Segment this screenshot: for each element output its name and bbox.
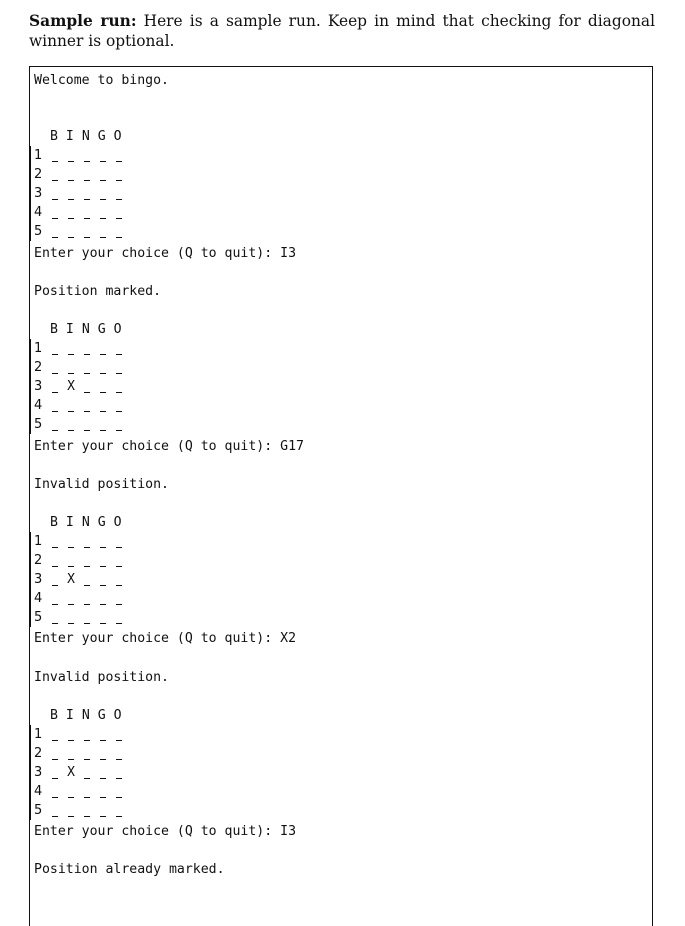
blank-cell bbox=[50, 782, 60, 801]
blank-cell bbox=[66, 222, 76, 241]
row-number: 3 bbox=[34, 186, 43, 201]
column-letter: I bbox=[65, 129, 74, 144]
blank-underscore bbox=[100, 778, 106, 780]
row-number: 4 bbox=[34, 398, 43, 413]
blank-underscore bbox=[52, 778, 58, 780]
board-edge bbox=[30, 801, 31, 820]
blank-cell bbox=[66, 725, 76, 744]
row-number: 3 bbox=[34, 379, 43, 394]
blank-cell bbox=[98, 744, 108, 763]
board-row bbox=[30, 339, 160, 358]
blank-cell bbox=[82, 551, 92, 570]
blank-cell bbox=[98, 358, 108, 377]
blank-cell bbox=[66, 782, 76, 801]
row-number: 5 bbox=[34, 417, 43, 432]
blank-cell bbox=[114, 222, 124, 241]
blank-cell bbox=[50, 570, 60, 589]
blank-cell bbox=[114, 801, 124, 820]
row-number: 2 bbox=[34, 553, 43, 568]
blank-cell bbox=[114, 782, 124, 801]
blank-cell bbox=[50, 377, 60, 396]
blank-underscore bbox=[116, 218, 122, 220]
blank-cell bbox=[66, 551, 76, 570]
blank-underscore bbox=[116, 180, 122, 182]
blank-cell bbox=[114, 165, 124, 184]
blank-underscore bbox=[100, 411, 106, 413]
row-number: 4 bbox=[34, 591, 43, 606]
blank-underscore bbox=[52, 411, 58, 413]
blank-underscore bbox=[116, 797, 122, 799]
blank-underscore bbox=[84, 218, 90, 220]
blank-cell bbox=[82, 608, 92, 627]
blank-cell bbox=[50, 589, 60, 608]
board-row bbox=[30, 222, 160, 241]
row-number: 5 bbox=[34, 224, 43, 239]
blank-cell bbox=[66, 203, 76, 222]
blank-underscore bbox=[52, 566, 58, 568]
console-line: Enter your choice (Q to quit): I3 bbox=[34, 246, 297, 261]
row-number: 2 bbox=[34, 746, 43, 761]
blank-underscore bbox=[84, 161, 90, 163]
blank-underscore bbox=[84, 547, 90, 549]
blank-underscore bbox=[116, 430, 122, 432]
blank-underscore bbox=[84, 623, 90, 625]
mark-symbol: X bbox=[67, 765, 75, 780]
blank-cell bbox=[66, 339, 76, 358]
board-edge bbox=[30, 763, 31, 782]
blank-cell bbox=[66, 532, 76, 551]
blank-underscore bbox=[84, 430, 90, 432]
blank-underscore bbox=[68, 411, 74, 413]
blank-cell bbox=[82, 589, 92, 608]
blank-cell bbox=[50, 146, 60, 165]
blank-cell bbox=[98, 589, 108, 608]
board-row bbox=[30, 608, 160, 627]
blank-underscore bbox=[100, 759, 106, 761]
blank-cell bbox=[114, 589, 124, 608]
board-row bbox=[30, 551, 160, 570]
blank-underscore bbox=[52, 623, 58, 625]
board-row bbox=[30, 801, 160, 820]
blank-underscore bbox=[68, 759, 74, 761]
console-line: Enter your choice (Q to quit): I3 bbox=[34, 824, 297, 839]
blank-cell bbox=[50, 203, 60, 222]
blank-underscore bbox=[100, 218, 106, 220]
row-number: 2 bbox=[34, 167, 43, 182]
blank-cell bbox=[50, 358, 60, 377]
blank-cell bbox=[50, 396, 60, 415]
blank-cell bbox=[98, 532, 108, 551]
blank-underscore bbox=[84, 237, 90, 239]
column-letter: B bbox=[50, 322, 58, 337]
blank-underscore bbox=[100, 237, 106, 239]
board-edge bbox=[30, 396, 31, 415]
board-edge bbox=[30, 415, 31, 434]
blank-cell bbox=[114, 532, 124, 551]
blank-cell bbox=[98, 339, 108, 358]
blank-underscore bbox=[84, 180, 90, 182]
blank-cell bbox=[98, 801, 108, 820]
board-row bbox=[30, 782, 160, 801]
blank-cell bbox=[50, 801, 60, 820]
blank-cell bbox=[50, 725, 60, 744]
console-line: Invalid position. bbox=[34, 477, 169, 492]
blank-cell bbox=[82, 725, 92, 744]
blank-underscore bbox=[116, 623, 122, 625]
blank-underscore bbox=[68, 816, 74, 818]
blank-underscore bbox=[100, 547, 106, 549]
blank-underscore bbox=[68, 237, 74, 239]
blank-cell bbox=[98, 415, 108, 434]
board-edge bbox=[30, 725, 31, 744]
blank-cell bbox=[114, 339, 124, 358]
blank-cell bbox=[50, 339, 60, 358]
blank-cell bbox=[98, 165, 108, 184]
blank-underscore bbox=[68, 354, 74, 356]
console-line: Position marked. bbox=[34, 284, 162, 299]
blank-cell bbox=[82, 184, 92, 203]
blank-underscore bbox=[116, 373, 122, 375]
blank-underscore bbox=[68, 604, 74, 606]
blank-cell bbox=[82, 358, 92, 377]
console-output-box bbox=[29, 66, 653, 926]
blank-cell bbox=[98, 184, 108, 203]
column-letter: N bbox=[81, 129, 90, 144]
board-edge bbox=[30, 551, 31, 570]
blank-cell bbox=[66, 396, 76, 415]
board-edge bbox=[30, 146, 31, 165]
intro-paragraph bbox=[29, 11, 655, 51]
blank-underscore bbox=[52, 392, 58, 394]
board-edge bbox=[30, 782, 31, 801]
board-edge bbox=[30, 339, 31, 358]
blank-underscore bbox=[68, 566, 74, 568]
board-row bbox=[30, 744, 160, 763]
blank-underscore bbox=[116, 585, 122, 587]
board-row bbox=[30, 532, 160, 551]
blank-underscore bbox=[52, 237, 58, 239]
mark-symbol: X bbox=[67, 572, 75, 587]
board-row bbox=[30, 203, 160, 222]
blank-cell bbox=[114, 203, 124, 222]
blank-underscore bbox=[84, 373, 90, 375]
blank-underscore bbox=[52, 740, 58, 742]
blank-cell bbox=[50, 165, 60, 184]
column-letter: B bbox=[50, 129, 58, 144]
blank-cell bbox=[82, 165, 92, 184]
blank-cell bbox=[82, 396, 92, 415]
blank-cell bbox=[66, 415, 76, 434]
blank-underscore bbox=[116, 778, 122, 780]
board-edge bbox=[30, 589, 31, 608]
blank-underscore bbox=[52, 585, 58, 587]
row-number: 3 bbox=[34, 765, 43, 780]
blank-underscore bbox=[84, 816, 90, 818]
board-row bbox=[30, 763, 160, 782]
blank-cell bbox=[50, 184, 60, 203]
blank-underscore bbox=[100, 430, 106, 432]
blank-cell bbox=[98, 222, 108, 241]
row-number: 5 bbox=[34, 610, 43, 625]
blank-cell bbox=[82, 146, 92, 165]
blank-cell bbox=[82, 763, 92, 782]
blank-underscore bbox=[84, 604, 90, 606]
blank-underscore bbox=[68, 199, 74, 201]
column-letter: G bbox=[97, 129, 106, 144]
column-letter: O bbox=[113, 322, 122, 337]
console-line: Enter your choice (Q to quit): G17 bbox=[34, 439, 304, 454]
column-letter: B bbox=[50, 708, 58, 723]
blank-cell bbox=[66, 358, 76, 377]
blank-underscore bbox=[100, 816, 106, 818]
blank-underscore bbox=[68, 373, 74, 375]
blank-underscore bbox=[116, 740, 122, 742]
column-letter: O bbox=[113, 708, 122, 723]
blank-cell bbox=[82, 377, 92, 396]
blank-underscore bbox=[68, 218, 74, 220]
blank-cell bbox=[82, 339, 92, 358]
blank-underscore bbox=[100, 604, 106, 606]
blank-underscore bbox=[52, 218, 58, 220]
blank-cell bbox=[66, 608, 76, 627]
sample-run-label: Sample run: bbox=[29, 12, 137, 30]
mark-symbol: X bbox=[67, 379, 75, 394]
blank-underscore bbox=[68, 430, 74, 432]
marked-cell bbox=[66, 570, 76, 589]
blank-underscore bbox=[52, 547, 58, 549]
blank-underscore bbox=[68, 623, 74, 625]
blank-cell bbox=[114, 358, 124, 377]
board-row bbox=[30, 725, 160, 744]
blank-underscore bbox=[68, 180, 74, 182]
board-edge bbox=[30, 222, 31, 241]
row-number: 1 bbox=[34, 534, 43, 549]
column-letter: N bbox=[81, 515, 90, 530]
board-column-header bbox=[50, 128, 122, 146]
board-row bbox=[30, 165, 160, 184]
blank-cell bbox=[50, 744, 60, 763]
blank-underscore bbox=[52, 816, 58, 818]
blank-cell bbox=[114, 415, 124, 434]
board-edge bbox=[30, 377, 31, 396]
blank-underscore bbox=[84, 778, 90, 780]
board-row bbox=[30, 415, 160, 434]
board-edge bbox=[30, 358, 31, 377]
blank-cell bbox=[66, 146, 76, 165]
board-edge bbox=[30, 532, 31, 551]
blank-underscore bbox=[100, 566, 106, 568]
blank-cell bbox=[82, 203, 92, 222]
marked-cell bbox=[66, 763, 76, 782]
board-row bbox=[30, 146, 160, 165]
blank-underscore bbox=[68, 547, 74, 549]
row-number: 1 bbox=[34, 727, 43, 742]
board-row bbox=[30, 570, 160, 589]
blank-cell bbox=[50, 551, 60, 570]
blank-underscore bbox=[52, 604, 58, 606]
column-letter: I bbox=[65, 515, 74, 530]
board-row bbox=[30, 589, 160, 608]
blank-underscore bbox=[52, 354, 58, 356]
blank-underscore bbox=[116, 199, 122, 201]
row-number: 4 bbox=[34, 784, 43, 799]
marked-cell bbox=[66, 377, 76, 396]
blank-cell bbox=[98, 377, 108, 396]
board-column-header bbox=[50, 321, 122, 339]
blank-cell bbox=[114, 377, 124, 396]
blank-underscore bbox=[116, 547, 122, 549]
blank-cell bbox=[114, 608, 124, 627]
row-number: 1 bbox=[34, 341, 43, 356]
blank-cell bbox=[98, 396, 108, 415]
board-edge bbox=[30, 608, 31, 627]
blank-cell bbox=[82, 744, 92, 763]
blank-underscore bbox=[84, 392, 90, 394]
blank-underscore bbox=[84, 585, 90, 587]
board-edge bbox=[30, 203, 31, 222]
blank-underscore bbox=[100, 180, 106, 182]
blank-cell bbox=[50, 532, 60, 551]
blank-underscore bbox=[84, 411, 90, 413]
console-line: Position already marked. bbox=[34, 862, 225, 877]
blank-underscore bbox=[84, 354, 90, 356]
blank-cell bbox=[114, 725, 124, 744]
blank-cell bbox=[66, 165, 76, 184]
blank-underscore bbox=[116, 604, 122, 606]
blank-underscore bbox=[84, 566, 90, 568]
blank-underscore bbox=[100, 797, 106, 799]
column-letter: O bbox=[113, 129, 122, 144]
board-column-header bbox=[50, 707, 122, 725]
blank-cell bbox=[50, 763, 60, 782]
blank-underscore bbox=[52, 180, 58, 182]
column-letter: G bbox=[97, 515, 106, 530]
blank-underscore bbox=[116, 759, 122, 761]
board-row bbox=[30, 184, 160, 203]
blank-underscore bbox=[84, 759, 90, 761]
blank-underscore bbox=[84, 740, 90, 742]
blank-cell bbox=[98, 146, 108, 165]
blank-underscore bbox=[116, 237, 122, 239]
board-edge bbox=[30, 165, 31, 184]
blank-underscore bbox=[52, 759, 58, 761]
blank-underscore bbox=[68, 797, 74, 799]
board-row bbox=[30, 377, 160, 396]
column-letter: O bbox=[113, 515, 122, 530]
blank-cell bbox=[50, 415, 60, 434]
blank-underscore bbox=[116, 816, 122, 818]
blank-cell bbox=[114, 146, 124, 165]
blank-cell bbox=[114, 763, 124, 782]
column-letter: N bbox=[81, 708, 90, 723]
blank-cell bbox=[98, 782, 108, 801]
blank-underscore bbox=[116, 161, 122, 163]
blank-underscore bbox=[68, 161, 74, 163]
console-line: Invalid position. bbox=[34, 670, 169, 685]
board-row bbox=[30, 396, 160, 415]
row-number: 2 bbox=[34, 360, 43, 375]
blank-cell bbox=[50, 608, 60, 627]
blank-underscore bbox=[116, 411, 122, 413]
blank-cell bbox=[98, 203, 108, 222]
blank-underscore bbox=[100, 161, 106, 163]
blank-underscore bbox=[52, 199, 58, 201]
blank-cell bbox=[114, 570, 124, 589]
board-edge bbox=[30, 744, 31, 763]
console-line: Enter your choice (Q to quit): X2 bbox=[34, 631, 297, 646]
blank-cell bbox=[114, 396, 124, 415]
intro-text: Here is a sample run. Keep in mind that checking for diagonal winner is optional. bbox=[29, 12, 655, 50]
blank-underscore bbox=[52, 797, 58, 799]
blank-cell bbox=[82, 782, 92, 801]
blank-underscore bbox=[116, 354, 122, 356]
blank-underscore bbox=[116, 566, 122, 568]
blank-cell bbox=[66, 744, 76, 763]
row-number: 5 bbox=[34, 803, 43, 818]
blank-cell bbox=[82, 532, 92, 551]
blank-cell bbox=[98, 570, 108, 589]
column-letter: I bbox=[65, 708, 74, 723]
blank-cell bbox=[114, 744, 124, 763]
blank-cell bbox=[82, 415, 92, 434]
blank-underscore bbox=[68, 740, 74, 742]
column-letter: I bbox=[65, 322, 74, 337]
blank-cell bbox=[114, 551, 124, 570]
console-line: Welcome to bingo. bbox=[34, 73, 169, 88]
blank-underscore bbox=[52, 161, 58, 163]
blank-underscore bbox=[84, 199, 90, 201]
blank-cell bbox=[82, 801, 92, 820]
blank-underscore bbox=[100, 392, 106, 394]
column-letter: G bbox=[97, 708, 106, 723]
row-number: 4 bbox=[34, 205, 43, 220]
blank-cell bbox=[66, 801, 76, 820]
blank-underscore bbox=[100, 740, 106, 742]
blank-cell bbox=[82, 570, 92, 589]
blank-cell bbox=[98, 551, 108, 570]
board-column-header bbox=[50, 514, 122, 532]
blank-underscore bbox=[100, 623, 106, 625]
blank-cell bbox=[66, 589, 76, 608]
blank-cell bbox=[114, 184, 124, 203]
blank-underscore bbox=[116, 392, 122, 394]
blank-cell bbox=[82, 222, 92, 241]
row-number: 3 bbox=[34, 572, 43, 587]
board-edge bbox=[30, 184, 31, 203]
blank-underscore bbox=[84, 797, 90, 799]
blank-cell bbox=[98, 763, 108, 782]
board-edge bbox=[30, 570, 31, 589]
board-row bbox=[30, 358, 160, 377]
blank-underscore bbox=[100, 373, 106, 375]
blank-underscore bbox=[100, 354, 106, 356]
blank-cell bbox=[66, 184, 76, 203]
blank-cell bbox=[98, 725, 108, 744]
column-letter: G bbox=[97, 322, 106, 337]
blank-cell bbox=[50, 222, 60, 241]
blank-underscore bbox=[100, 199, 106, 201]
row-number: 1 bbox=[34, 148, 43, 163]
blank-underscore bbox=[100, 585, 106, 587]
blank-underscore bbox=[52, 430, 58, 432]
blank-cell bbox=[98, 608, 108, 627]
blank-underscore bbox=[52, 373, 58, 375]
column-letter: N bbox=[81, 322, 90, 337]
column-letter: B bbox=[50, 515, 58, 530]
